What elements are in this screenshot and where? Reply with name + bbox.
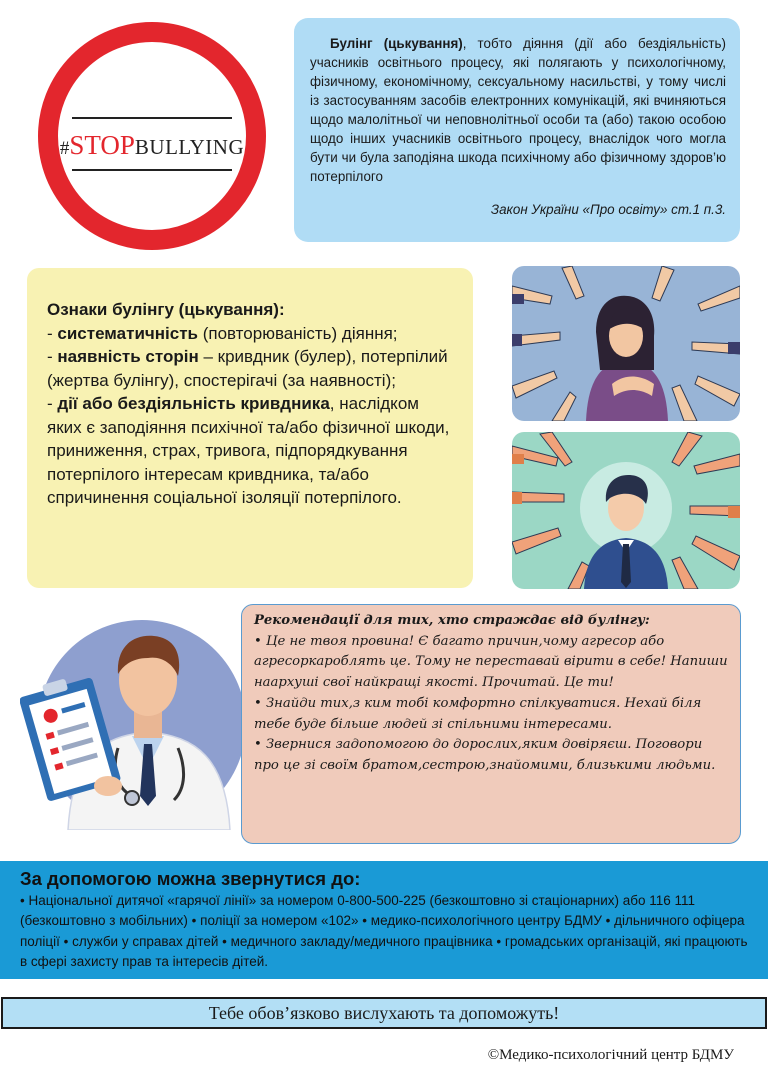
sign-line-top <box>72 117 232 119</box>
recommendation-item: • Це не твоя провина! Є багато причин,чому агресор або агресоркароблять це. Тому не переставай вірити в себе! Напиши наархуші свої найкращі якості. Прочитай. Це ти! <box>254 633 728 691</box>
illustration-bullied-girl <box>512 266 740 421</box>
bullied-girl-image <box>512 266 740 421</box>
bullied-man-image <box>512 432 740 589</box>
help-title: За допомогою можна звернутися до: <box>20 868 361 889</box>
signs-title: Ознаки булінгу (цькування): <box>47 300 285 319</box>
sign-line-bottom <box>72 169 232 171</box>
support-banner: Тебе обов’язково вислухають та допоможуть! <box>1 997 767 1029</box>
help-contacts-text: • Національної дитячої «гарячої лінії» за номером 0-800-500-225 (безкоштовно зі стаціонарних) або 116 111 (безкоштовно з мобільних) • поліції за номером «102» • медико-психологічного центру БДМУ • дільничного офіцера поліції • служби у справах дітей • медичного закладу/медичного працівника • громадських організацій, які працюють в сфері захисту прав та інтересів дітей. <box>20 893 748 969</box>
law-source: Закон України «Про освіту» ст.1 п.3. <box>490 202 726 217</box>
copyright-footer: ©Медико-психологічний центр БДМУ <box>487 1047 734 1063</box>
stop-bullying-sign <box>38 22 266 250</box>
help-contacts-band <box>0 861 768 979</box>
sign-item: - дії або бездіяльність кривдника, наслідком яких є заподіяння психічної та/або фізичної шкоди, приниження, страх, тривога, підпорядкування потерпілого інтересам кривдника, та/або спричинення соціальної ізоляції потерпілого. <box>47 394 450 507</box>
recommendation-item: • Знайди тих,з ким тобі комфортно спілкуватися. Нехай біля тебе буде більше людей зі спільними інтересами. <box>254 695 702 732</box>
definition-text: Булінг (цькування), тобто діяння (дії або бездіяльність) учасників освітнього процесу, які полягають у психологічному, фізичному, економічному, сексуальному насильстві, у тому числі із застосуванням засобів електронних комунікацій, які вчиняються щодо малолітньої чи неповнолітньої особи та (або) такою особою щодо інших учасників освітнього процесу, внаслідок чого могла бути чи була заподіяна шкода психічному або фізичному здоров’ю потерпілого <box>310 36 726 184</box>
recommendation-item: • Звернися задопомогою до дорослих,яким довіряєш. Поговори про це зі своїм братом,сестрою,знайомими, близькими людьми. <box>254 737 716 773</box>
sign-item: - наявність сторін – кривдник (булер), потерпілий (жертва булінгу), спостерігачі (за наявності); <box>47 347 448 390</box>
illustration-doctor <box>20 618 248 830</box>
illustration-bullied-man <box>512 432 740 589</box>
doctor-image <box>20 618 248 830</box>
sign-item: - систематичність (повторюваність) діяння; <box>47 323 398 343</box>
recommendations-box <box>241 604 741 844</box>
definition-box <box>294 18 740 242</box>
recommendations-title: Рекомендації для тих, хто страждає від булінгу: <box>254 613 650 628</box>
definition-term: Булінг (цькування) <box>330 36 463 51</box>
stop-bullying-text: #STOPBULLYING <box>59 130 245 160</box>
bullying-signs-box <box>27 268 473 588</box>
